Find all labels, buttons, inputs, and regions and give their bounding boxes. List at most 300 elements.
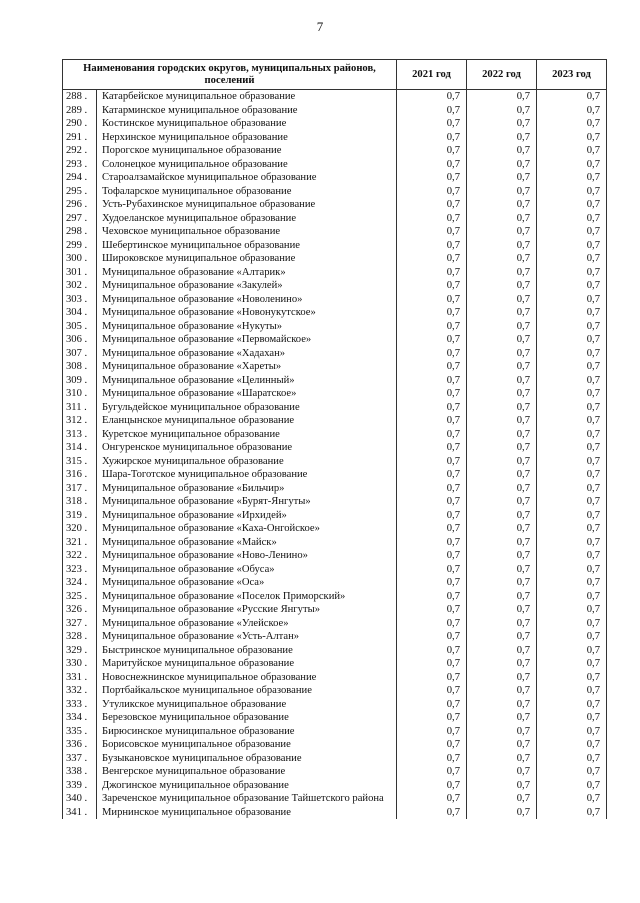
row-number: 298 . [63, 225, 97, 239]
table-row [63, 563, 607, 577]
value-2022: 0,7 [467, 90, 537, 104]
row-name: Муниципальное образование «Хареты» [97, 360, 397, 374]
table-row [63, 185, 607, 199]
value-2022: 0,7 [467, 536, 537, 550]
value-2023: 0,7 [537, 374, 607, 388]
value-2022: 0,7 [467, 239, 537, 253]
value-2021: 0,7 [397, 590, 467, 604]
value-2021: 0,7 [397, 131, 467, 145]
row-name: Маритуйское муниципальное образование [97, 657, 397, 671]
value-2023: 0,7 [537, 617, 607, 631]
row-number: 340 . [63, 792, 97, 806]
table-row [63, 792, 607, 806]
value-2021: 0,7 [397, 765, 467, 779]
row-name: Солонецкое муниципальное образование [97, 158, 397, 172]
value-2022: 0,7 [467, 738, 537, 752]
value-2022: 0,7 [467, 792, 537, 806]
value-2022: 0,7 [467, 590, 537, 604]
value-2022: 0,7 [467, 522, 537, 536]
value-2022: 0,7 [467, 347, 537, 361]
value-2021: 0,7 [397, 617, 467, 631]
row-number: 301 . [63, 266, 97, 280]
row-name: Муниципальное образование «Улейское» [97, 617, 397, 631]
row-name: Нерхинское муниципальное образование [97, 131, 397, 145]
table-row [63, 657, 607, 671]
row-number: 324 . [63, 576, 97, 590]
table-row [63, 590, 607, 604]
value-2021: 0,7 [397, 779, 467, 793]
row-number: 318 . [63, 495, 97, 509]
value-2021: 0,7 [397, 212, 467, 226]
row-name: Еланцынское муниципальное образование [97, 414, 397, 428]
table-row [63, 806, 607, 820]
value-2021: 0,7 [397, 360, 467, 374]
value-2022: 0,7 [467, 563, 537, 577]
row-number: 313 . [63, 428, 97, 442]
value-2021: 0,7 [397, 603, 467, 617]
row-number: 317 . [63, 482, 97, 496]
value-2022: 0,7 [467, 428, 537, 442]
value-2022: 0,7 [467, 333, 537, 347]
value-2023: 0,7 [537, 603, 607, 617]
value-2023: 0,7 [537, 239, 607, 253]
row-name: Онгуренское муниципальное образование [97, 441, 397, 455]
value-2021: 0,7 [397, 185, 467, 199]
value-2023: 0,7 [537, 212, 607, 226]
row-name: Широковское муниципальное образование [97, 252, 397, 266]
row-number: 304 . [63, 306, 97, 320]
row-number: 328 . [63, 630, 97, 644]
row-name: Бузыкановское муниципальное образование [97, 752, 397, 766]
value-2021: 0,7 [397, 414, 467, 428]
table-row [63, 225, 607, 239]
table-row [63, 117, 607, 131]
value-2023: 0,7 [537, 387, 607, 401]
row-name: Новоснежнинское муниципальное образование [97, 671, 397, 685]
table-row [63, 711, 607, 725]
row-name: Муниципальное образование «Хадахан» [97, 347, 397, 361]
value-2022: 0,7 [467, 684, 537, 698]
value-2023: 0,7 [537, 252, 607, 266]
value-2021: 0,7 [397, 90, 467, 104]
row-name: Муниципальное образование «Оса» [97, 576, 397, 590]
row-number: 332 . [63, 684, 97, 698]
value-2022: 0,7 [467, 306, 537, 320]
value-2021: 0,7 [397, 576, 467, 590]
row-number: 302 . [63, 279, 97, 293]
row-name: Хужирское муниципальное образование [97, 455, 397, 469]
row-name: Усть-Рубахинское муниципальное образование [97, 198, 397, 212]
table-row [63, 266, 607, 280]
value-2021: 0,7 [397, 684, 467, 698]
value-2023: 0,7 [537, 806, 607, 820]
value-2021: 0,7 [397, 306, 467, 320]
value-2021: 0,7 [397, 752, 467, 766]
table-row [63, 644, 607, 658]
value-2023: 0,7 [537, 657, 607, 671]
value-2023: 0,7 [537, 765, 607, 779]
table-row [63, 455, 607, 469]
header-name: Наименования городских округов, муниципальных районов, поселений [63, 60, 397, 90]
value-2023: 0,7 [537, 630, 607, 644]
row-number: 319 . [63, 509, 97, 523]
row-number: 338 . [63, 765, 97, 779]
row-number: 316 . [63, 468, 97, 482]
value-2023: 0,7 [537, 198, 607, 212]
value-2021: 0,7 [397, 455, 467, 469]
value-2022: 0,7 [467, 185, 537, 199]
value-2023: 0,7 [537, 117, 607, 131]
row-name: Катарбейское муниципальное образование [97, 90, 397, 104]
value-2022: 0,7 [467, 603, 537, 617]
table-row [63, 333, 607, 347]
table-row [63, 495, 607, 509]
row-name: Муниципальное образование «Закулей» [97, 279, 397, 293]
value-2023: 0,7 [537, 536, 607, 550]
value-2023: 0,7 [537, 266, 607, 280]
value-2022: 0,7 [467, 374, 537, 388]
value-2022: 0,7 [467, 657, 537, 671]
row-name: Муниципальное образование «Усть-Алтан» [97, 630, 397, 644]
value-2023: 0,7 [537, 401, 607, 415]
row-name: Староалзамайское муниципальное образование [97, 171, 397, 185]
table-row [63, 779, 607, 793]
value-2023: 0,7 [537, 563, 607, 577]
row-name: Борисовское муниципальное образование [97, 738, 397, 752]
value-2023: 0,7 [537, 441, 607, 455]
value-2023: 0,7 [537, 414, 607, 428]
value-2023: 0,7 [537, 293, 607, 307]
row-name: Джогинское муниципальное образование [97, 779, 397, 793]
table-row [63, 279, 607, 293]
row-number: 290 . [63, 117, 97, 131]
row-name: Портбайкальское муниципальное образование [97, 684, 397, 698]
value-2021: 0,7 [397, 104, 467, 118]
value-2022: 0,7 [467, 549, 537, 563]
table-row [63, 549, 607, 563]
row-name: Утуликское муниципальное образование [97, 698, 397, 712]
row-number: 315 . [63, 455, 97, 469]
value-2023: 0,7 [537, 306, 607, 320]
row-number: 311 . [63, 401, 97, 415]
value-2023: 0,7 [537, 671, 607, 685]
value-2021: 0,7 [397, 738, 467, 752]
value-2022: 0,7 [467, 441, 537, 455]
row-name: Зареченское муниципальное образование Тайшетского района [97, 792, 397, 806]
row-number: 307 . [63, 347, 97, 361]
row-name: Муниципальное образование «Шаратское» [97, 387, 397, 401]
value-2023: 0,7 [537, 90, 607, 104]
value-2021: 0,7 [397, 225, 467, 239]
value-2021: 0,7 [397, 563, 467, 577]
table-row [63, 171, 607, 185]
row-number: 310 . [63, 387, 97, 401]
value-2023: 0,7 [537, 590, 607, 604]
table-row [63, 239, 607, 253]
row-number: 309 . [63, 374, 97, 388]
value-2021: 0,7 [397, 374, 467, 388]
value-2023: 0,7 [537, 171, 607, 185]
table-row [63, 765, 607, 779]
value-2022: 0,7 [467, 468, 537, 482]
value-2023: 0,7 [537, 455, 607, 469]
table-row [63, 347, 607, 361]
table-body [63, 90, 607, 820]
row-number: 300 . [63, 252, 97, 266]
row-number: 335 . [63, 725, 97, 739]
value-2023: 0,7 [537, 738, 607, 752]
value-2021: 0,7 [397, 792, 467, 806]
value-2023: 0,7 [537, 725, 607, 739]
value-2021: 0,7 [397, 347, 467, 361]
value-2022: 0,7 [467, 225, 537, 239]
header-2022: 2022 год [467, 60, 537, 90]
value-2022: 0,7 [467, 617, 537, 631]
row-number: 341 . [63, 806, 97, 820]
row-number: 325 . [63, 590, 97, 604]
value-2022: 0,7 [467, 455, 537, 469]
table-row [63, 360, 607, 374]
value-2022: 0,7 [467, 752, 537, 766]
allocation-table [62, 59, 607, 819]
row-number: 305 . [63, 320, 97, 334]
table-row [63, 725, 607, 739]
table-row [63, 630, 607, 644]
row-number: 326 . [63, 603, 97, 617]
row-name: Муниципальное образование «Поселок Приморский» [97, 590, 397, 604]
table-row [63, 684, 607, 698]
value-2022: 0,7 [467, 212, 537, 226]
value-2021: 0,7 [397, 671, 467, 685]
value-2021: 0,7 [397, 158, 467, 172]
value-2023: 0,7 [537, 320, 607, 334]
value-2023: 0,7 [537, 333, 607, 347]
value-2021: 0,7 [397, 509, 467, 523]
value-2021: 0,7 [397, 428, 467, 442]
header-2021: 2021 год [397, 60, 467, 90]
value-2022: 0,7 [467, 131, 537, 145]
value-2022: 0,7 [467, 171, 537, 185]
value-2023: 0,7 [537, 225, 607, 239]
value-2022: 0,7 [467, 806, 537, 820]
row-number: 308 . [63, 360, 97, 374]
row-number: 329 . [63, 644, 97, 658]
row-name: Шебертинское муниципальное образование [97, 239, 397, 253]
row-name: Мирнинское муниципальное образование [97, 806, 397, 820]
table-row [63, 374, 607, 388]
row-name: Муниципальное образование «Бильчир» [97, 482, 397, 496]
value-2022: 0,7 [467, 414, 537, 428]
value-2022: 0,7 [467, 252, 537, 266]
value-2023: 0,7 [537, 279, 607, 293]
table-row [63, 104, 607, 118]
value-2023: 0,7 [537, 792, 607, 806]
value-2023: 0,7 [537, 144, 607, 158]
row-name: Бугульдейское муниципальное образование [97, 401, 397, 415]
row-number: 330 . [63, 657, 97, 671]
row-name: Худоеланское муниципальное образование [97, 212, 397, 226]
value-2023: 0,7 [537, 428, 607, 442]
value-2022: 0,7 [467, 387, 537, 401]
value-2022: 0,7 [467, 644, 537, 658]
row-number: 289 . [63, 104, 97, 118]
row-number: 336 . [63, 738, 97, 752]
value-2021: 0,7 [397, 387, 467, 401]
table-row [63, 428, 607, 442]
value-2022: 0,7 [467, 495, 537, 509]
row-name: Муниципальное образование «Майск» [97, 536, 397, 550]
value-2023: 0,7 [537, 509, 607, 523]
value-2021: 0,7 [397, 806, 467, 820]
row-name: Бирюсинское муниципальное образование [97, 725, 397, 739]
table-row [63, 320, 607, 334]
row-number: 295 . [63, 185, 97, 199]
table-row [63, 468, 607, 482]
value-2021: 0,7 [397, 252, 467, 266]
row-number: 331 . [63, 671, 97, 685]
row-name: Куретское муниципальное образование [97, 428, 397, 442]
value-2021: 0,7 [397, 293, 467, 307]
value-2023: 0,7 [537, 482, 607, 496]
row-name: Костинское муниципальное образование [97, 117, 397, 131]
value-2021: 0,7 [397, 333, 467, 347]
row-number: 320 . [63, 522, 97, 536]
row-number: 314 . [63, 441, 97, 455]
value-2022: 0,7 [467, 360, 537, 374]
row-number: 339 . [63, 779, 97, 793]
value-2023: 0,7 [537, 158, 607, 172]
table-row [63, 144, 607, 158]
table-row [63, 671, 607, 685]
table-row [63, 603, 607, 617]
value-2021: 0,7 [397, 468, 467, 482]
table-row [63, 252, 607, 266]
value-2022: 0,7 [467, 698, 537, 712]
row-number: 293 . [63, 158, 97, 172]
table-row [63, 536, 607, 550]
value-2022: 0,7 [467, 320, 537, 334]
value-2023: 0,7 [537, 185, 607, 199]
value-2021: 0,7 [397, 536, 467, 550]
page-number: 7 [316, 19, 324, 34]
value-2023: 0,7 [537, 131, 607, 145]
table-row [63, 576, 607, 590]
table-row [63, 158, 607, 172]
row-name: Муниципальное образование «Обуса» [97, 563, 397, 577]
header-2023: 2023 год [537, 60, 607, 90]
row-name: Муниципальное образование «Бурят-Янгуты» [97, 495, 397, 509]
value-2022: 0,7 [467, 144, 537, 158]
value-2021: 0,7 [397, 522, 467, 536]
row-name: Муниципальное образование «Новоленино» [97, 293, 397, 307]
row-number: 322 . [63, 549, 97, 563]
value-2021: 0,7 [397, 239, 467, 253]
row-number: 337 . [63, 752, 97, 766]
row-name: Муниципальное образование «Нукуты» [97, 320, 397, 334]
table-row [63, 752, 607, 766]
row-name: Чеховское муниципальное образование [97, 225, 397, 239]
value-2023: 0,7 [537, 711, 607, 725]
row-number: 333 . [63, 698, 97, 712]
table-row [63, 509, 607, 523]
table-row [63, 387, 607, 401]
value-2022: 0,7 [467, 279, 537, 293]
table-row [63, 198, 607, 212]
value-2021: 0,7 [397, 495, 467, 509]
row-name: Муниципальное образование «Ирхидей» [97, 509, 397, 523]
row-name: Катарминское муниципальное образование [97, 104, 397, 118]
value-2023: 0,7 [537, 522, 607, 536]
row-name: Муниципальное образование «Ново-Ленино» [97, 549, 397, 563]
row-number: 297 . [63, 212, 97, 226]
row-number: 296 . [63, 198, 97, 212]
value-2021: 0,7 [397, 117, 467, 131]
value-2022: 0,7 [467, 576, 537, 590]
value-2022: 0,7 [467, 671, 537, 685]
value-2022: 0,7 [467, 630, 537, 644]
value-2023: 0,7 [537, 684, 607, 698]
value-2021: 0,7 [397, 441, 467, 455]
table-row [63, 738, 607, 752]
row-name: Тофаларское муниципальное образование [97, 185, 397, 199]
row-name: Муниципальное образование «Каха-Онгойское» [97, 522, 397, 536]
row-name: Муниципальное образование «Алтарик» [97, 266, 397, 280]
row-number: 288 . [63, 90, 97, 104]
row-name: Муниципальное образование «Русские Янгуты» [97, 603, 397, 617]
value-2021: 0,7 [397, 698, 467, 712]
value-2023: 0,7 [537, 576, 607, 590]
row-number: 292 . [63, 144, 97, 158]
value-2021: 0,7 [397, 279, 467, 293]
table-row [63, 212, 607, 226]
value-2021: 0,7 [397, 401, 467, 415]
value-2022: 0,7 [467, 104, 537, 118]
table-row [63, 306, 607, 320]
row-name: Порогское муниципальное образование [97, 144, 397, 158]
value-2023: 0,7 [537, 360, 607, 374]
value-2021: 0,7 [397, 725, 467, 739]
value-2023: 0,7 [537, 644, 607, 658]
row-number: 312 . [63, 414, 97, 428]
row-number: 327 . [63, 617, 97, 631]
row-number: 303 . [63, 293, 97, 307]
value-2021: 0,7 [397, 549, 467, 563]
value-2022: 0,7 [467, 401, 537, 415]
value-2021: 0,7 [397, 198, 467, 212]
value-2021: 0,7 [397, 144, 467, 158]
value-2022: 0,7 [467, 198, 537, 212]
row-name: Венгерское муниципальное образование [97, 765, 397, 779]
table-row [63, 293, 607, 307]
value-2021: 0,7 [397, 644, 467, 658]
row-name: Муниципальное образование «Целинный» [97, 374, 397, 388]
table-row [63, 482, 607, 496]
row-number: 306 . [63, 333, 97, 347]
row-name: Шара-Тоготское муниципальное образование [97, 468, 397, 482]
table-row [63, 522, 607, 536]
value-2022: 0,7 [467, 725, 537, 739]
table-row [63, 131, 607, 145]
table-row [63, 441, 607, 455]
table-row [63, 617, 607, 631]
value-2023: 0,7 [537, 468, 607, 482]
value-2022: 0,7 [467, 779, 537, 793]
row-number: 299 . [63, 239, 97, 253]
row-name: Березовское муниципальное образование [97, 711, 397, 725]
table-row [63, 401, 607, 415]
value-2023: 0,7 [537, 698, 607, 712]
row-number: 291 . [63, 131, 97, 145]
